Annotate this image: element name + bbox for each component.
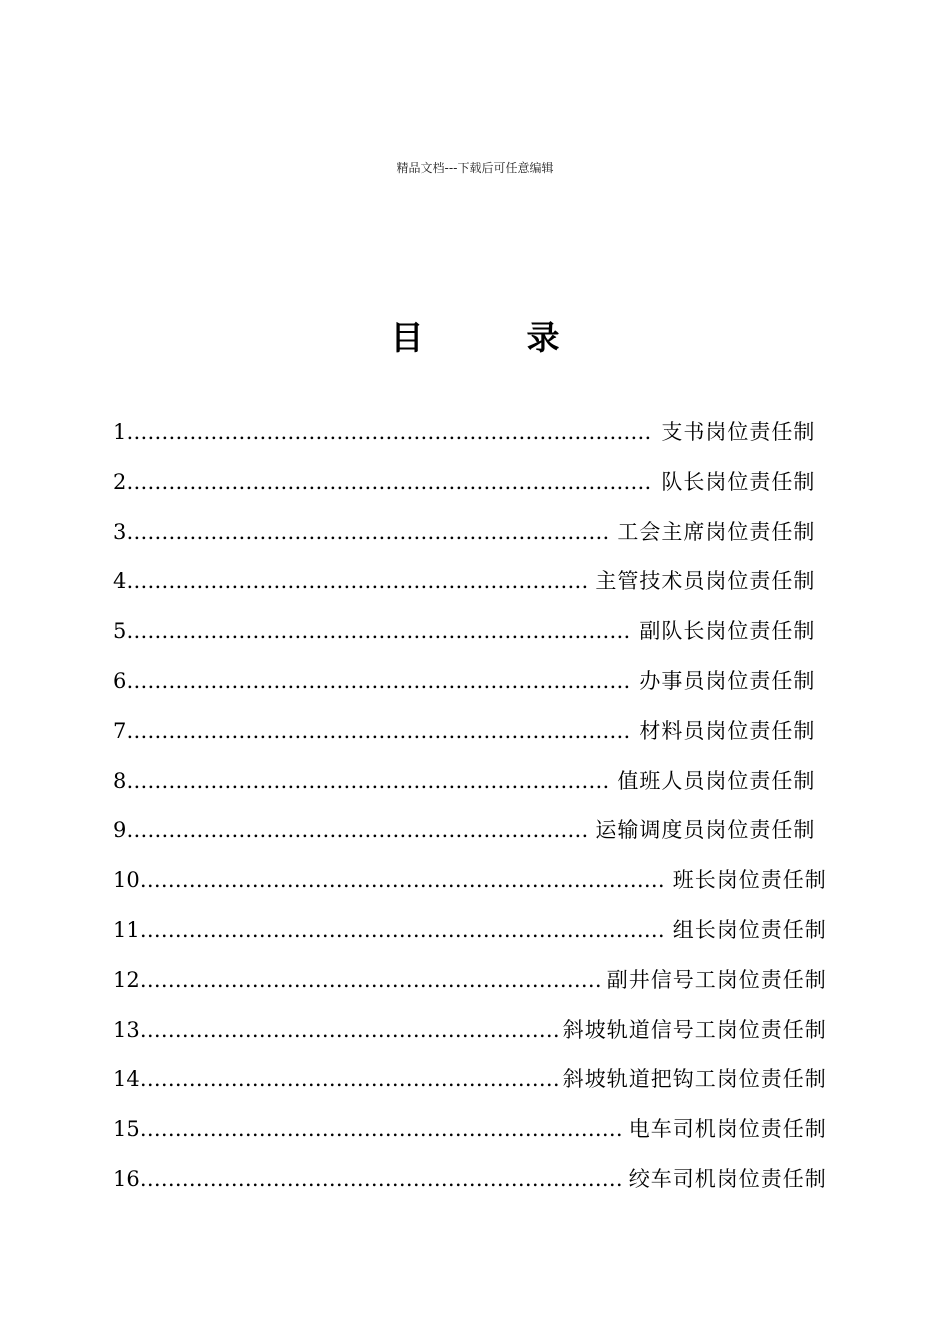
toc-entry-number: 11 bbox=[113, 917, 140, 942]
toc-leader-dots: ………………………………………………………… bbox=[126, 569, 589, 594]
toc-entry-number: 6 bbox=[113, 668, 127, 693]
header-note: 精品文档---下载后可任意编辑 bbox=[396, 161, 554, 175]
toc-entry-number: 13 bbox=[113, 1017, 140, 1042]
toc-entry-number: 7 bbox=[113, 718, 127, 743]
toc-entry[interactable] bbox=[113, 960, 827, 1010]
toc-entry[interactable] bbox=[113, 810, 827, 860]
toc-entry-label: 电车司机岗位责任制 bbox=[628, 1117, 827, 1142]
toc-leader-dots: …………………………………………………………… bbox=[126, 768, 610, 793]
toc-entry[interactable] bbox=[113, 512, 827, 562]
toc-entry[interactable] bbox=[113, 412, 827, 462]
toc-entry-number: 8 bbox=[113, 768, 127, 793]
toc-entry[interactable] bbox=[113, 860, 827, 910]
toc-entry-number: 15 bbox=[113, 1117, 140, 1142]
toc-entry[interactable] bbox=[113, 1109, 827, 1159]
title-char-2: 录 bbox=[526, 318, 560, 357]
toc-entry-label: 运输调度员岗位责任制 bbox=[595, 818, 816, 843]
title-gap bbox=[425, 312, 525, 359]
toc-leader-dots: …………………………………………………… bbox=[139, 1017, 560, 1042]
toc-entry-number: 14 bbox=[113, 1067, 140, 1092]
toc-entry[interactable] bbox=[113, 561, 827, 611]
toc-entry[interactable] bbox=[113, 661, 827, 711]
toc-entry-number: 4 bbox=[113, 569, 127, 594]
toc-entry-label: 办事员岗位责任制 bbox=[639, 668, 816, 693]
title-char-1: 目 bbox=[390, 318, 424, 357]
toc-entry-label: 支书岗位责任制 bbox=[661, 420, 816, 444]
toc-entry-number: 5 bbox=[113, 619, 127, 644]
toc-entry-label: 值班人员岗位责任制 bbox=[617, 768, 816, 793]
toc-leader-dots: ………………………………………………………………… bbox=[126, 469, 652, 494]
toc-entry-number: 16 bbox=[113, 1166, 140, 1191]
toc-entry-label: 副井信号工岗位责任制 bbox=[606, 967, 827, 992]
toc-entry-number: 3 bbox=[113, 519, 127, 544]
toc-leader-dots: ……………………………………………………………… bbox=[126, 668, 631, 693]
toc-leader-dots: ……………………………………………………………… bbox=[126, 718, 631, 743]
toc-entry-label: 工会主席岗位责任制 bbox=[617, 519, 816, 544]
toc-entry[interactable] bbox=[113, 1059, 827, 1109]
toc-entry-label: 副队长岗位责任制 bbox=[639, 619, 816, 644]
toc-entry[interactable] bbox=[113, 761, 827, 811]
toc-leader-dots: …………………………………………………………… bbox=[139, 1117, 623, 1142]
page-title bbox=[0, 312, 950, 359]
toc-leader-dots: …………………………………………………………… bbox=[139, 1166, 623, 1191]
toc-entry[interactable] bbox=[113, 910, 827, 960]
toc-entry-label: 材料员岗位责任制 bbox=[639, 718, 816, 743]
toc-leader-dots: ………………………………………………………………… bbox=[139, 868, 665, 893]
toc-entry-number: 12 bbox=[113, 967, 140, 992]
toc-entry-label: 斜坡轨道把钩工岗位责任制 bbox=[562, 1067, 827, 1092]
toc-entry-label: 主管技术员岗位责任制 bbox=[595, 569, 816, 594]
toc-entry-number: 9 bbox=[113, 818, 127, 843]
toc-leader-dots: ……………………………………………………………… bbox=[126, 619, 631, 644]
toc-entry[interactable] bbox=[113, 1159, 827, 1209]
toc-entry[interactable] bbox=[113, 462, 827, 512]
toc-leader-dots: ………………………………………………………… bbox=[126, 818, 589, 843]
toc-entry-label: 队长岗位责任制 bbox=[661, 469, 816, 494]
toc-entry[interactable] bbox=[113, 711, 827, 761]
toc-entry-label: 班长岗位责任制 bbox=[672, 868, 827, 893]
toc-leader-dots: …………………………………………………………… bbox=[126, 519, 610, 544]
toc-leader-dots: ………………………………………………………………… bbox=[139, 917, 665, 942]
toc-list bbox=[113, 412, 827, 1209]
toc-entry-label: 斜坡轨道信号工岗位责任制 bbox=[562, 1017, 827, 1042]
toc-entry-number: 10 bbox=[113, 868, 140, 893]
toc-entry[interactable] bbox=[113, 611, 827, 661]
toc-leader-dots: …………………………………………………… bbox=[139, 1067, 560, 1092]
toc-entry-label: 组长岗位责任制 bbox=[672, 917, 827, 942]
toc-leader-dots: ………………………………………………………… bbox=[139, 967, 602, 992]
toc-entry-label: 绞车司机岗位责任制 bbox=[628, 1166, 827, 1191]
toc-entry-number: 2 bbox=[113, 469, 127, 494]
toc-entry-number: 1 bbox=[113, 420, 127, 444]
toc-leader-dots: ………………………………………………………………… bbox=[126, 420, 652, 444]
toc-entry[interactable] bbox=[113, 1010, 827, 1060]
